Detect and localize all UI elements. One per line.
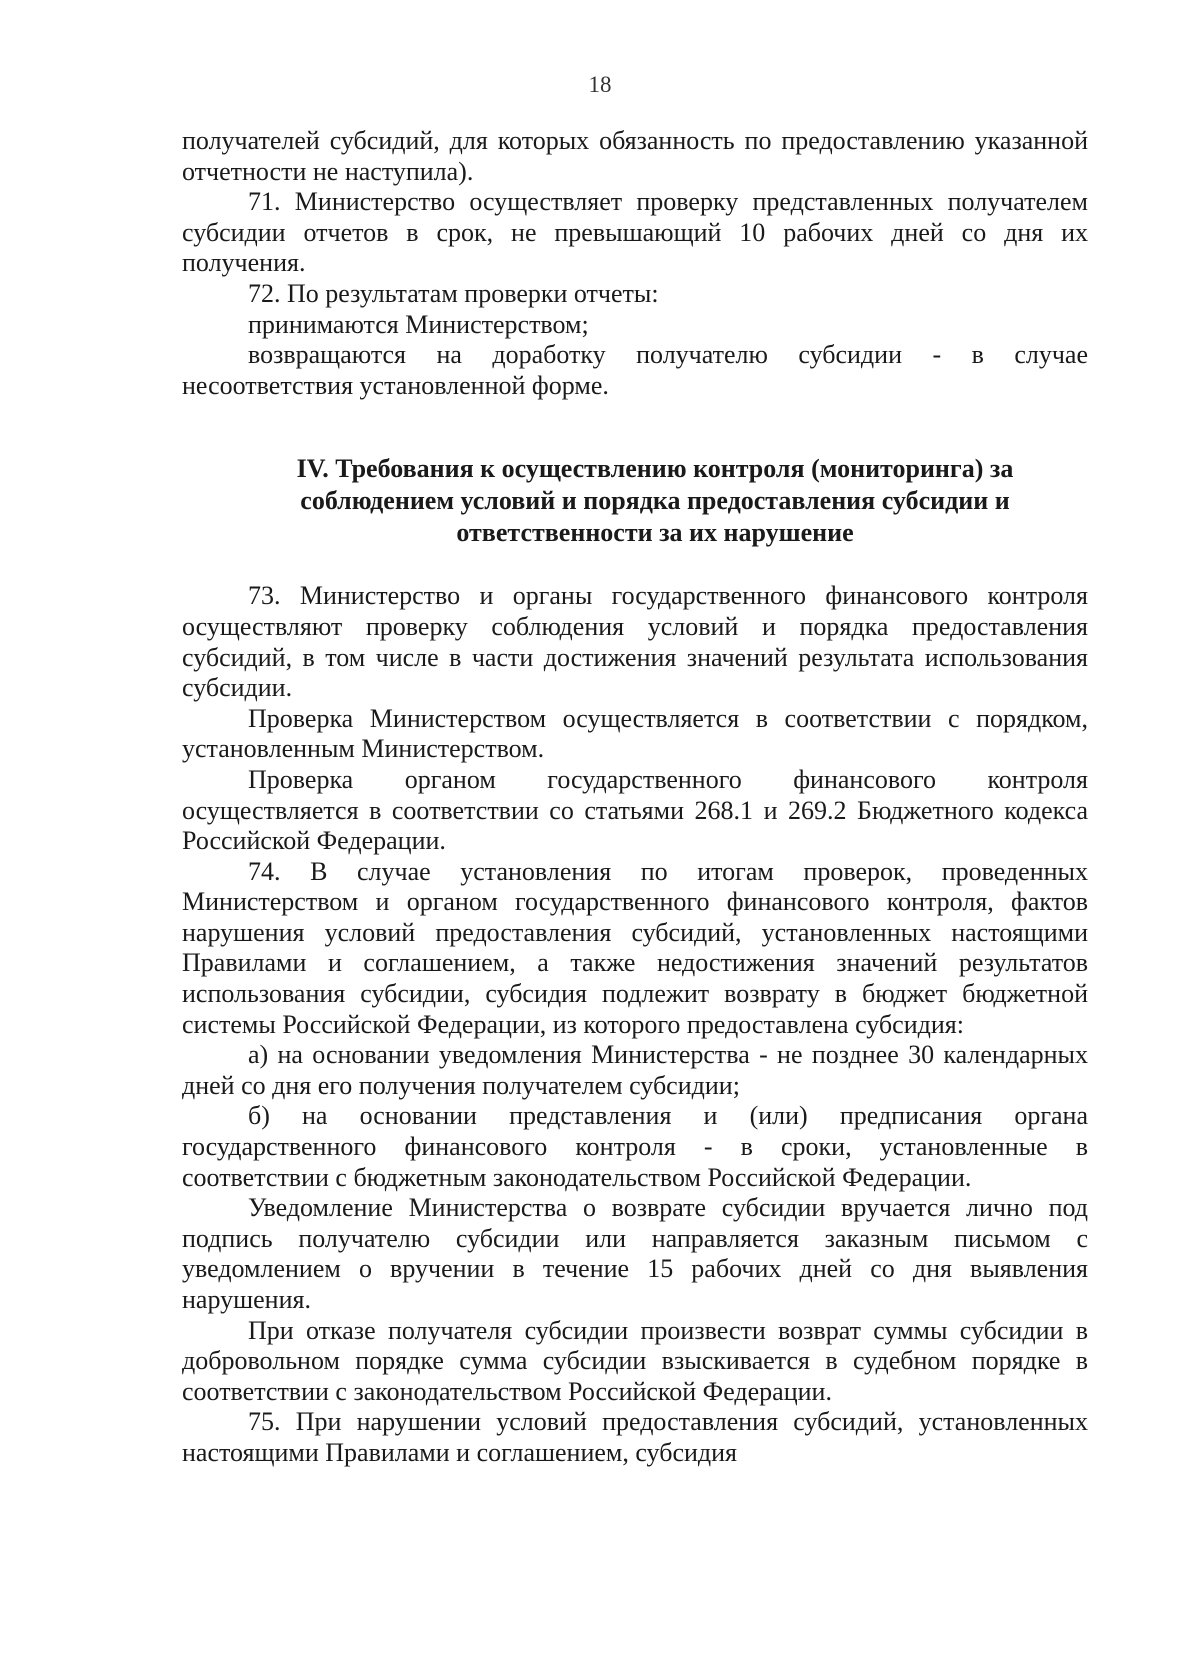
paragraph-74-item-a: а) на основании уведомления Министерства - не позднее 30 календарных дней со дня его получения получателем субсидии; — [182, 1040, 1088, 1100]
section-heading — [182, 453, 1088, 549]
section-heading-line: IV. Требования к осуществлению контроля (мониторинга) за — [296, 454, 1014, 484]
paragraph-72-item-accepted: принимаются Министерством; — [248, 309, 589, 339]
paragraph-notification: Уведомление Министерства о возврате субсидии вручается лично под подпись получателю субсидии или направляется заказным письмом с уведомлением о вручении в течение 15 рабочих дней со дня выявления нарушения. — [182, 1193, 1088, 1314]
document-body — [182, 126, 1088, 1469]
paragraph-ministry-check: Проверка Министерством осуществляется в соответствии с порядком, установленным Министерством. — [182, 703, 1088, 764]
paragraph-financial-control-check: Проверка органом государственного финансового контроля осуществляется в соответствии со статьями 268.1 и 269.2 Бюджетного кодекса Российской Федерации. — [182, 764, 1088, 856]
paragraph-71: 71. Министерство осуществляет проверку представленных получателем субсидии отчетов в срок, не превышающий 10 рабочих дней со дня их получения. — [182, 187, 1088, 278]
paragraph-73: 73. Министерство и органы государственного финансового контроля осуществляют проверку соблюдения условий и порядка предоставления субсидий, в том числе в части достижения значений результата использования субсидии. — [182, 581, 1088, 703]
paragraph-74-item-b: б) на основании представления и (или) предписания органа государственного финансового контроля - в сроки, установленные в соответствии с бюджетным законодательством Российской Федерации. — [182, 1101, 1088, 1192]
paragraph-75: 75. При нарушении условий предоставления субсидий, установленных настоящими Правилами и соглашением, субсидия — [182, 1407, 1088, 1467]
page-number: 18 — [588, 72, 612, 97]
paragraph-72: 72. По результатам проверки отчеты: — [248, 278, 659, 308]
paragraph-74: 74. В случае установления по итогам проверок, проведенных Министерством и органом государственного финансового контроля, фактов нарушения условий предоставления субсидий, установленных настоящими Правилами и соглашением, а также недостижения значений результатов использования субсидии, субсидия подлежит возврату в бюджет бюджетной системы Российской Федерации, из которого предоставлена субсидия: — [182, 856, 1088, 1039]
paragraph-continuation: получателей субсидий, для которых обязанность по предоставлению указанной отчетности не наступила). — [182, 126, 1088, 186]
paragraph-refusal: При отказе получателя субсидии произвести возврат суммы субсидии в добровольном порядке сумма субсидии взыскивается в судебном порядке в соответствии с законодательством Российской Федерации. — [182, 1315, 1088, 1406]
section-heading-line: соблюдением условий и порядка предоставления субсидии и — [300, 486, 1010, 516]
section-heading-line: ответственности за их нарушение — [456, 518, 854, 548]
paragraph-72-item-returned: возвращаются на доработку получателю субсидии - в случае несоответствия установленной форме. — [182, 340, 1088, 400]
